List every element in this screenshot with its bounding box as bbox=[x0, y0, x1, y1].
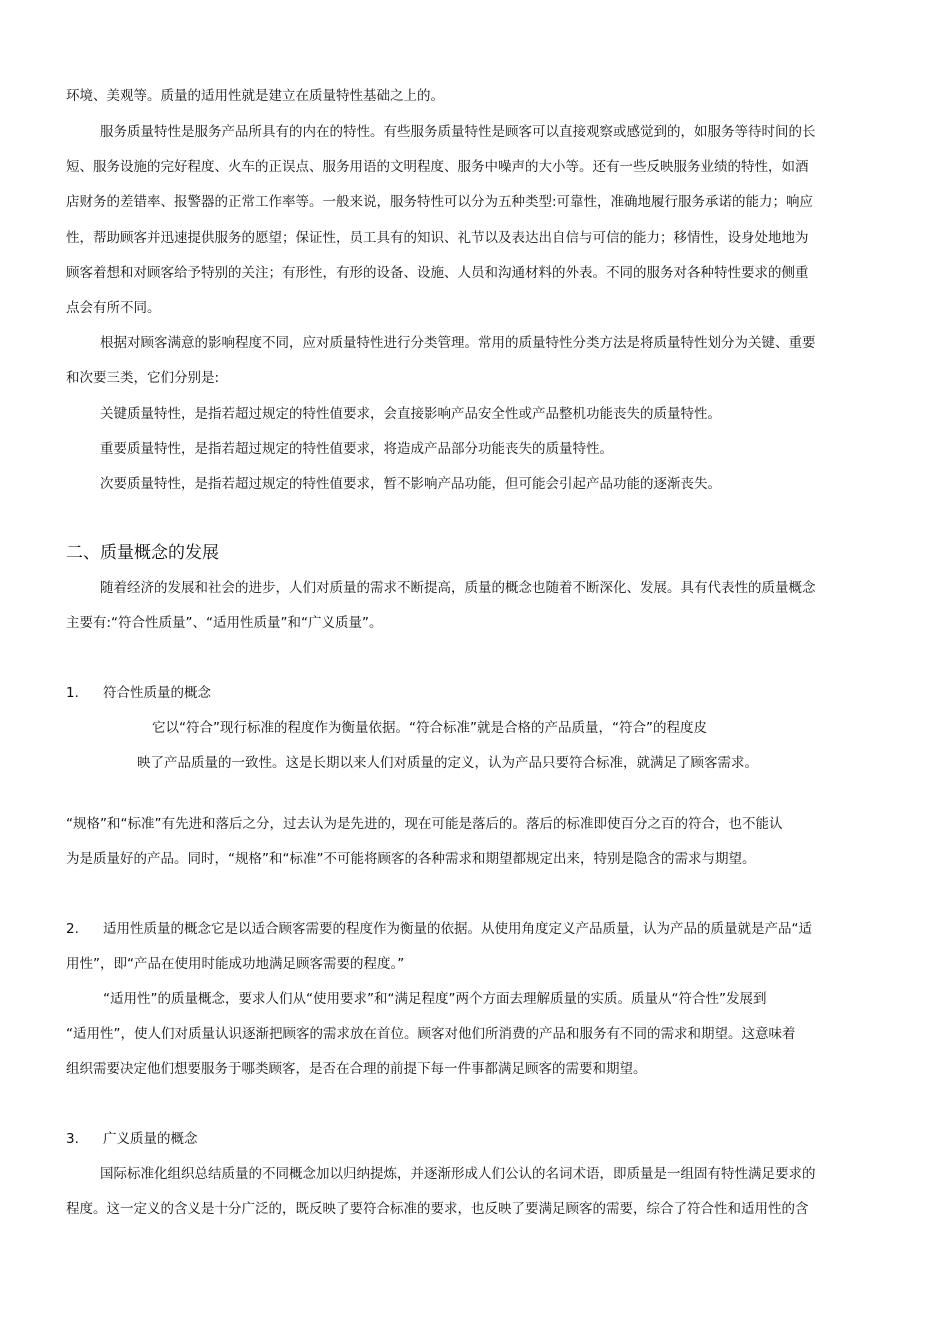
paragraph-line: 国际标准化组织总结质量的不同概念加以归纳提炼，并逐渐形成人们公认的名词术语，即质量是一组固有特性满足要求的 bbox=[100, 1166, 816, 1182]
paragraph-line: 为是质量好的产品。同时，“规格”和“标准”不可能将顾客的各种需求和期望都规定出来，特别是隐含的需求与期望。 bbox=[66, 851, 756, 867]
paragraph-line: 环境、美观等。质量的适用性就是建立在质量特性基础之上的。 bbox=[66, 88, 444, 104]
paragraph-line: 随着经济的发展和社会的进步，人们对质量的需求不断提高，质量的概念也随着不断深化、发展。具有代表性的质量概念 bbox=[100, 580, 816, 596]
paragraph-line: 次要质量特性，是指若超过规定的特性值要求，暂不影响产品功能，但可能会引起产品功能的逐渐丧失。 bbox=[100, 476, 721, 492]
paragraph-line: 服务质量特性是服务产品所具有的内在的特性。有些服务质量特性是顾客可以直接观察或感觉到的，如服务等待时间的长 bbox=[100, 124, 816, 140]
paragraph-line: “适用性”，使人们对质量认识逐渐把顾客的需求放在首位。顾客对他们所消费的产品和服务有不同的需求和期望。这意味着 bbox=[66, 1026, 796, 1042]
paragraph-line: 它以“符合”现行标准的程度作为衡量依据。“符合标准”就是合格的产品质量，“符合”的程度皮 bbox=[152, 720, 707, 736]
subsection-title: 广义质量的概念 bbox=[103, 1131, 198, 1147]
paragraph-line: 和次要三类，它们分别是: bbox=[66, 370, 220, 386]
paragraph-line: 短、服务设施的完好程度、火车的正误点、服务用语的文明程度、服务中噪声的大小等。还有一些反映服务业绩的特性，如酒 bbox=[66, 159, 809, 175]
paragraph-line: 关键质量特性，是指若超过规定的特性值要求，会直接影响产品安全性或产品整机功能丧失的质量特性。 bbox=[100, 406, 721, 422]
section-heading: 二、质量概念的发展 bbox=[66, 543, 219, 563]
paragraph-line: 点会有所不同。 bbox=[66, 300, 161, 316]
paragraph-line: 店财务的差错率、报警器的正常工作率等。一般来说，服务特性可以分为五种类型:可靠性，准确地履行服务承诺的能力；响应 bbox=[66, 194, 814, 210]
paragraph-line: 重要质量特性，是指若超过规定的特性值要求，将造成产品部分功能丧失的质量特性。 bbox=[100, 441, 613, 457]
list-number: 2. bbox=[66, 921, 79, 937]
list-number: 3. bbox=[66, 1131, 79, 1147]
subsection-title: 符合性质量的概念 bbox=[103, 685, 211, 701]
paragraph-line: 组织需要决定他们想要服务于哪类顾客，是否在合理的前提下每一件事都满足顾客的需要和期望。 bbox=[66, 1061, 647, 1077]
paragraph-line: 顾客着想和对顾客给予特别的关注；有形性，有形的设备、设施、人员和沟通材料的外表。不同的服务对各种特性要求的侧重 bbox=[66, 265, 809, 281]
paragraph-line: 根据对顾客满意的影响程度不同，应对质量特性进行分类管理。常用的质量特性分类方法是将质量特性划分为关键、重要 bbox=[100, 335, 816, 351]
paragraph-line: 用性”，即“产品在使用时能成功地满足顾客需要的程度。” bbox=[66, 956, 405, 972]
paragraph-line: 性，帮助顾客并迅速提供服务的愿望；保证性，员工具有的知识、礼节以及表达出自信与可信的能力；移情性，设身处地地为 bbox=[66, 230, 809, 246]
paragraph-line: 映了产品质量的一致性。这是长期以来人们对质量的定义，认为产品只要符合标准，就满足了顾客需求。 bbox=[137, 755, 758, 771]
paragraph-line: “适用性”的质量概念，要求人们从“使用要求”和“满足程度”两个方面去理解质量的实质。质量从“符合性”发展到 bbox=[103, 991, 767, 1007]
paragraph-line: 程度。这一定义的含义是十分广泛的，既反映了要符合标准的要求，也反映了要满足顾客的需要，综合了符合性和适用性的含 bbox=[66, 1201, 809, 1217]
paragraph-line: 适用性质量的概念它是以适合顾客需要的程度作为衡量的依据。从使用角度定义产品质量，认为产品的质量就是产品“适 bbox=[103, 921, 812, 937]
paragraph-line: “规格”和“标准”有先进和落后之分，过去认为是先进的，现在可能是落后的。落后的标准即使百分之百的符合，也不能认 bbox=[66, 816, 783, 832]
list-number: 1. bbox=[66, 685, 79, 701]
paragraph-line: 主要有:“符合性质量”、“适用性质量”和“广义质量”。 bbox=[66, 615, 383, 631]
